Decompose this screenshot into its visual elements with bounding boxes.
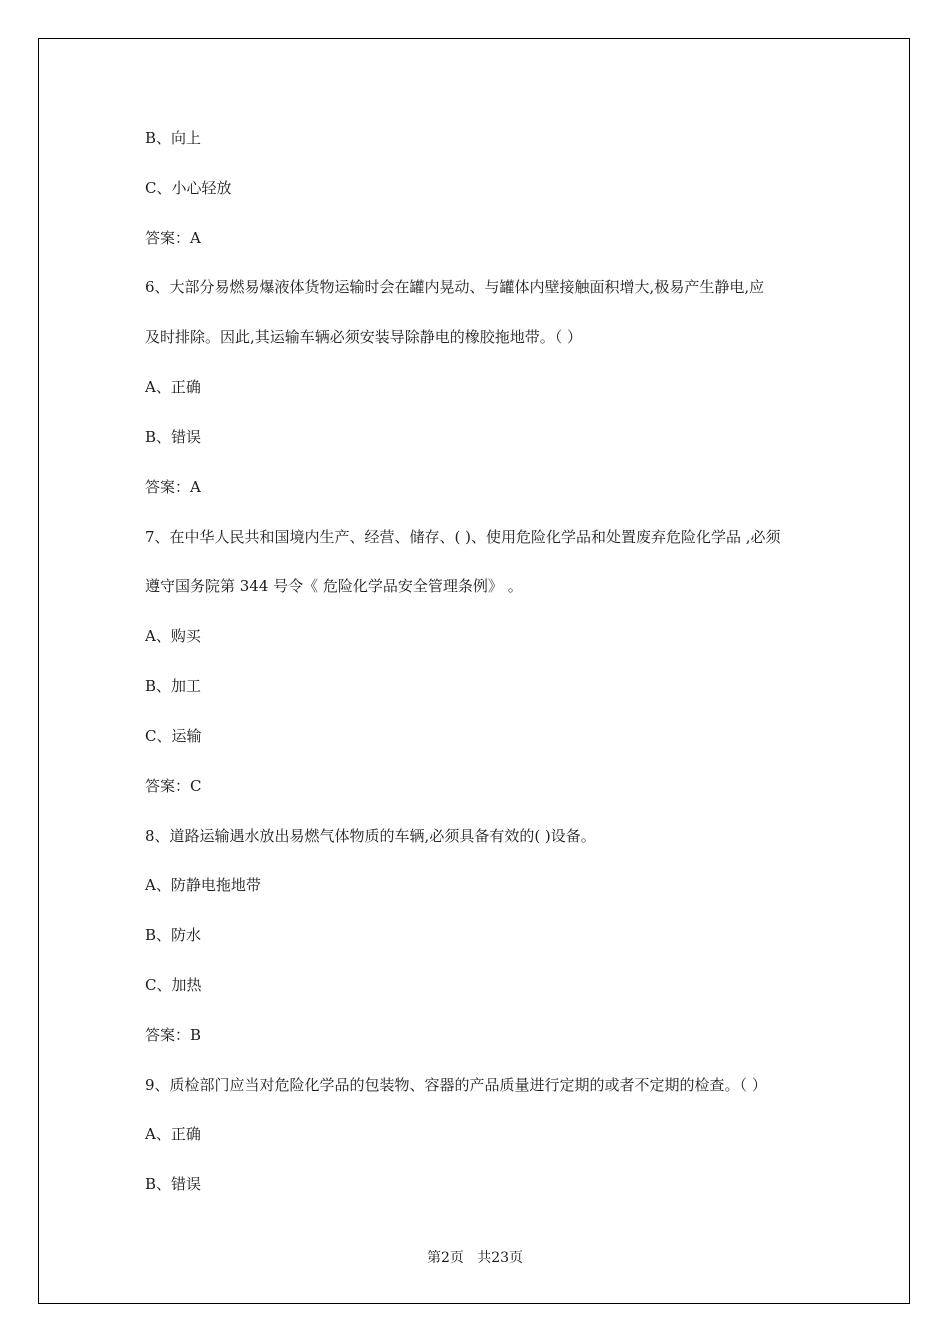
- option-a-line: A、防静电拖地带: [145, 876, 261, 894]
- option-b-line: B、向上: [145, 129, 202, 147]
- option-c-line: C、小心轻放: [145, 179, 232, 197]
- option-b-line: B、加工: [145, 677, 202, 695]
- option-b-line: B、错误: [145, 428, 202, 446]
- question-6-line-2: 及时排除。因此,其运输车辆必须安装导除静电的橡胶拖地带。（ ）: [145, 328, 583, 346]
- option-b-line: B、错误: [145, 1175, 202, 1193]
- question-8-line: 8、道路运输遇水放出易燃气体物质的车辆,必须具备有效的( )设备。: [145, 827, 596, 845]
- option-c-line: C、加热: [145, 976, 202, 994]
- option-a-line: A、正确: [145, 378, 201, 396]
- answer-line: 答案：B: [145, 1026, 202, 1044]
- question-7-line-2: 遵守国务院第 344 号令《 危险化学品安全管理条例》 。: [145, 577, 523, 595]
- option-b-line: B、防水: [145, 926, 202, 944]
- question-6-line-1: 6、大部分易燃易爆液体货物运输时会在罐内晃动、与罐体内壁接触面积增大,极易产生静电,应: [145, 278, 765, 296]
- option-a-line: A、购买: [145, 627, 201, 645]
- question-9-line: 9、质检部门应当对危险化学品的包装物、容器的产品质量进行定期的或者不定期的检查。（ ）: [145, 1076, 767, 1094]
- option-a-line: A、正确: [145, 1125, 201, 1143]
- answer-line: 答案：A: [145, 478, 201, 496]
- option-c-line: C、运输: [145, 727, 202, 745]
- answer-line: 答案：A: [145, 229, 201, 247]
- page-footer: 第2页 共23页: [426, 1250, 524, 1266]
- answer-line: 答案：C: [145, 777, 202, 795]
- question-7-line-1: 7、在中华人民共和国境内生产、经营、储存、( )、使用危险化学品和处置废弃危险化学品 ,必须: [145, 528, 781, 546]
